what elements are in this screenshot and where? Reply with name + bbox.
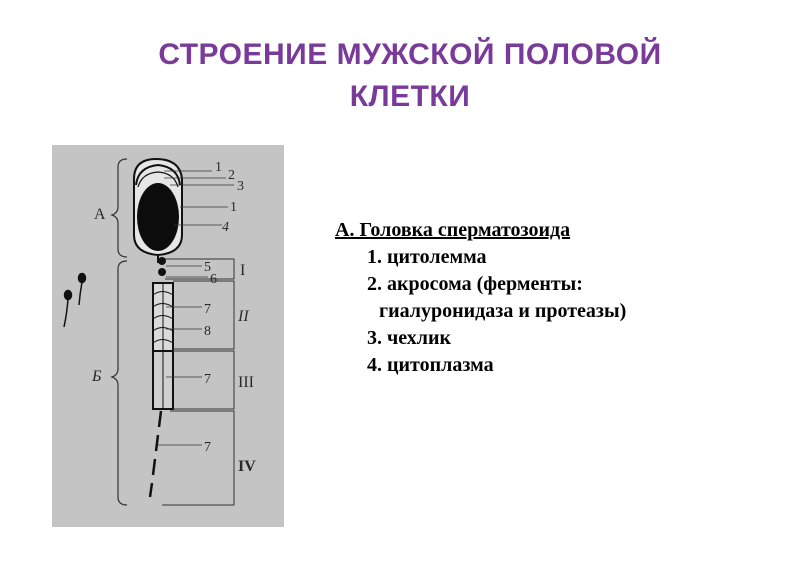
slide-title [100,34,720,118]
label-section-3: III [238,374,254,391]
label-section-2: II [238,308,249,325]
title-line-2: КЛЕТКИ [349,80,471,113]
legend-notes [335,217,626,379]
label-num-8: 8 [204,324,211,339]
notes-item-2: 2. акросома (ферменты: [367,273,583,295]
notes-item-2-continued: гиалуронидаза и протеазы) [379,300,627,322]
label-b: Б [92,368,102,385]
label-num-7-b: 7 [204,372,211,387]
notes-heading: А. Головка сперматозоида [335,219,571,241]
sperm-cell-diagram [52,145,284,527]
label-section-1: I [240,262,246,279]
diagram-svg [52,145,284,527]
label-num-6: 6 [210,272,217,287]
title-line-1: СТРОЕНИЕ МУЖСКОЙ ПОЛОВОЙ [158,38,662,71]
label-num-7-c: 7 [204,440,211,455]
label-num-1-mid: 1 [230,200,237,215]
label-num-5: 5 [204,260,211,275]
label-num-2: 2 [228,168,235,183]
label-num-7-a: 7 [204,302,211,317]
notes-item-3: 3. чехлик [367,327,452,349]
notes-item-1: 1. цитолемма [367,246,487,268]
nucleus [137,183,179,251]
sperm-head [134,159,182,263]
notes-item-4: 4. цитоплазма [367,354,494,376]
label-num-3: 3 [237,179,244,194]
label-num-1-top: 1 [215,160,222,175]
label-num-4: 4 [222,220,229,235]
label-section-4: IV [238,458,256,475]
label-a: А [94,206,106,223]
